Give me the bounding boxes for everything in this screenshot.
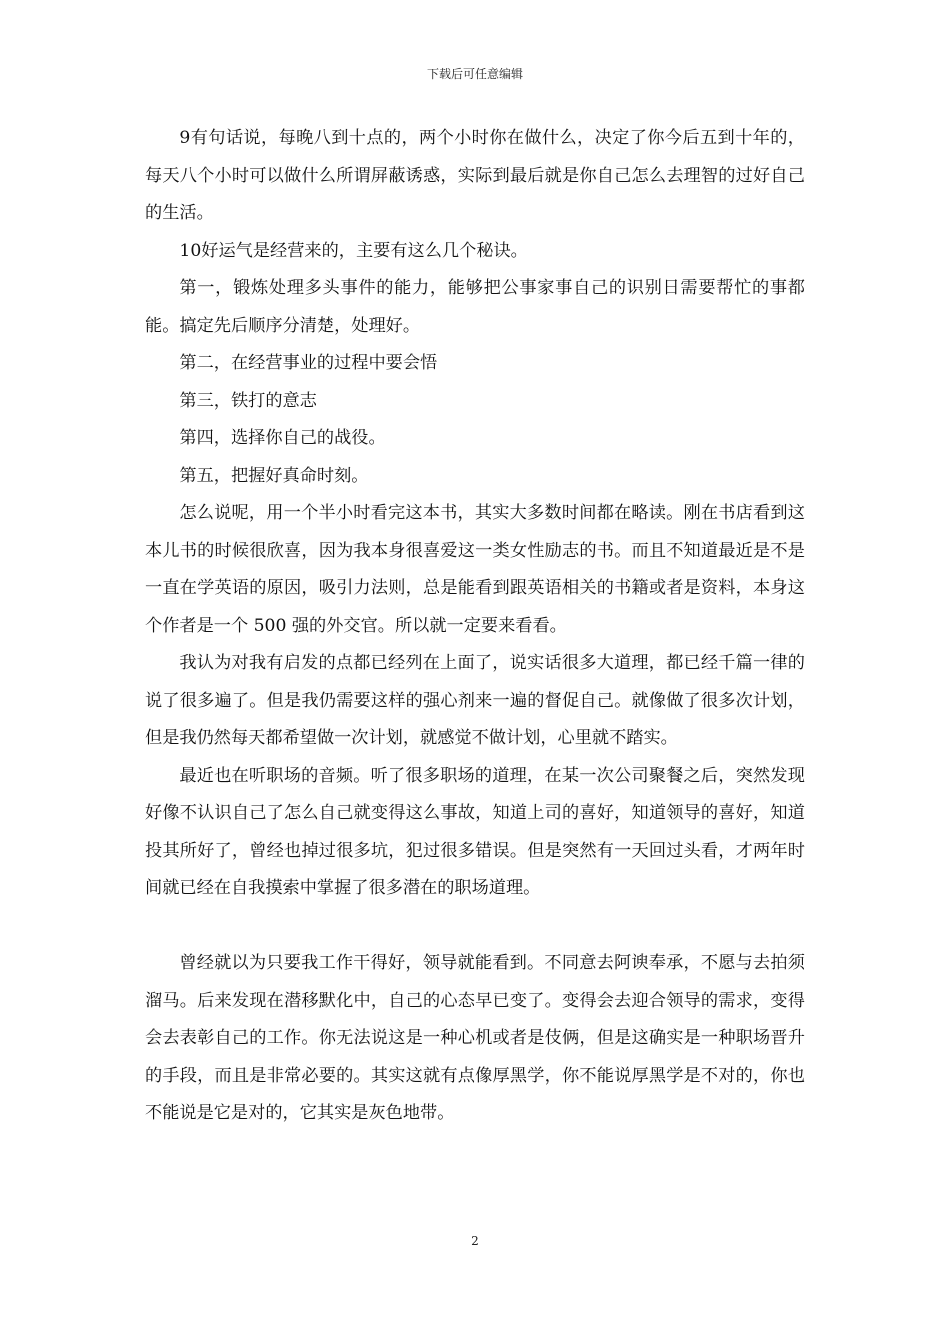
paragraph-10: 最近也在听职场的音频。听了很多职场的道理，在某一次公司聚餐之后，突然发现好像不认识自己了怎么自己就变得这么事故，知道上司的喜好，知道领导的喜好，知道投其所好了，曾经也掉过很多坑，犯过很多错误。但是突然有一天回过头看，才两年时间就已经在自我摸索中掌握了很多潜在的职场道理。 — [145, 765, 805, 898]
paragraph-5: 第三，铁打的意志 — [179, 390, 317, 411]
paragraph-9: 我认为对我有启发的点都已经列在上面了，说实话很多大道理，都已经千篇一律的说了很多遍了。但是我仍需要这样的强心剂来一遍的督促自己。就像做了很多次计划，但是我仍然每天都希望做一次计划，就感觉不做计划，心里就不踏实。 — [145, 653, 805, 748]
document-body — [145, 120, 805, 1133]
paragraph-3: 第一，锻炼处理多头事件的能力，能够把公事家事自己的识别日需要帮忙的事都能。搞定先后顺序分清楚，处理好。 — [145, 278, 805, 336]
paragraph-6: 第四，选择你自己的战役。 — [179, 428, 386, 448]
paragraph-4: 第二，在经营事业的过程中要会悟 — [179, 353, 438, 373]
paragraph-7: 第五，把握好真命时刻。 — [179, 465, 369, 486]
page-number: 2 — [471, 1234, 479, 1248]
paragraph-8: 怎么说呢，用一个半小时看完这本书，其实大多数时间都在略读。刚在书店看到这本儿书的时候很欣喜，因为我本身很喜爱这一类女性励志的书。而且不知道最近是不是一直在学英语的原因，吸引力法则，总是能看到跟英语相关的书籍或者是资料，本身这个作者是一个 500 强的外交官。所以就一定要来看看。 — [145, 503, 805, 636]
blank-line — [145, 908, 805, 946]
page-header: 下载后可任意编辑 — [426, 67, 523, 81]
paragraph-2: 10好运气是经营来的，主要有这么几个秘诀。 — [179, 240, 528, 261]
paragraph-11: 曾经就以为只要我工作干得好，领导就能看到。不同意去阿谀奉承，不愿与去拍须溜马。后来发现在潜移默化中，自己的心态早已变了。变得会去迎合领导的需求，变得会去表彰自己的工作。你无法说这是一种心机或者是伎俩，但是这确实是一种职场晋升的手段，而且是非常必要的。其实这就有点像厚黑学，你不能说厚黑学是不对的，你也不能说是它是对的，它其实是灰色地带。 — [145, 953, 805, 1123]
paragraph-1: 9有句话说，每晚八到十点的，两个小时你在做什么，决定了你今后五到十年的，每天八个小时可以做什么所谓屏蔽诱惑，实际到最后就是你自己怎么去理智的过好自己的生活。 — [145, 128, 805, 223]
